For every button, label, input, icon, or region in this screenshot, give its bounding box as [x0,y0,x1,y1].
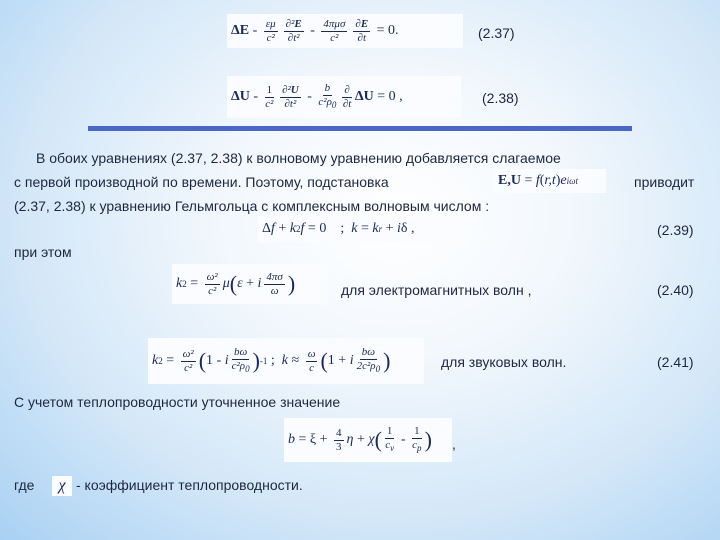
chi-symbol-box [52,476,72,496]
equation-2-38: ΔU - 1 c² ∂²U ∂t² - b $c^2\rho_0$ ∂ ∂t ΔU = 0 , [227,76,461,118]
paragraph-line-2b: приводит [634,174,695,190]
equation-2-41-description: для звуковых волн. [441,354,567,370]
heat-formula-comma: , [452,436,456,452]
equation-label-2-38: (2.38) [482,90,519,106]
heat-conduction-formula: b = ξ + 4 3 η + χ ( 1 $c_v$ - 1 $c_p$ ) [284,418,452,462]
equation-2-41: k 2 = ω² c² ( 1 - i bω $c^2\rho_0$ ) -1 ; k ≈ ω c ( 1 + i bω $2c^2\rho_0$ ) [148,338,424,384]
equation-label-2-39: (2.39) [657,222,694,238]
equation-label-2-37: (2.37) [478,25,515,41]
where-label: где [14,477,35,493]
equation-2-39: Δ f + k 2 f = 0 ; k = k r + i δ , [258,216,460,242]
substitution-formula: E,U = f ( r,t ) e iωt [494,169,606,193]
paragraph-line-1: В обоих уравнениях (2.37, 2.38) к волновому уравнению добавляется слагаемое [36,150,561,166]
heat-conduction-text: С учетом теплопроводности уточненное значение [14,394,341,410]
equation-2-37: ΔE - εμ c² ∂²E ∂t² - 4πμσ c² ∂E ∂t = 0. [227,14,463,48]
pri-etom-text: при этом [14,244,72,260]
equation-2-40: k 2 = ω² c² μ ( ε + i 4πσ ω ) [172,264,328,304]
equation-label-2-41: (2.41) [657,354,694,370]
divider-rule [88,126,632,131]
equation-label-2-40: (2.40) [657,282,694,298]
where-description: - коэффициент теплопроводности. [76,477,303,493]
paragraph-line-3: (2.37, 2.38) к уравнению Гельмгольца с комплексным волновым числом : [14,198,490,214]
chi-symbol: χ [58,477,66,494]
paragraph-line-2a: с первой производной по времени. Поэтому, подстановка [14,174,389,190]
equation-2-40-description: для электромагнитных волн , [341,282,532,298]
